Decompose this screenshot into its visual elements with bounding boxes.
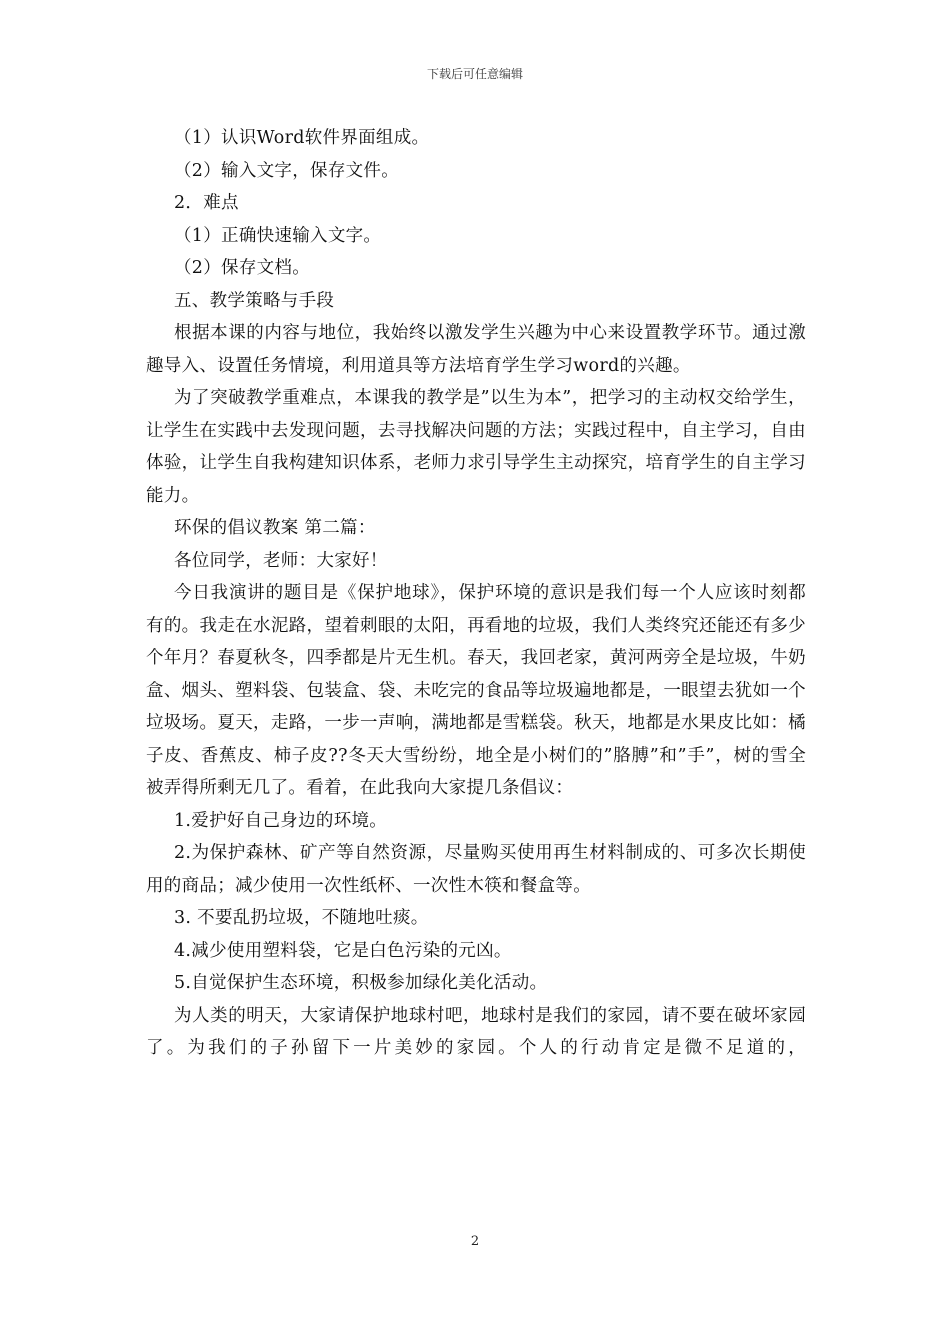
document-body <box>146 122 806 1065</box>
paragraph: （2）输入文字，保存文件。 <box>174 160 400 181</box>
list-item: 3. 不要乱扔垃圾，不随地吐痰。 <box>174 908 429 928</box>
paragraph: 为了突破教学重难点，本课我的教学是”以生为本”，把学习的主动权交给学生，让学生在实践中去发现问题，去寻找解决问题的方法；实践过程中，自主学习，自由体验，让学生自我构建知识体系，老师力求引导学生主动探究，培育学生的自主学习能力。 <box>146 388 806 506</box>
page-header: 下载后可任意编辑 <box>426 67 523 81</box>
paragraph: 今日我演讲的题目是《保护地球》，保护环境的意识是我们每一个人应该时刻都有的。我走在水泥路，望着刺眼的太阳，再看地的垃圾，我们人类终究还能还有多少个年月？春夏秋冬，四季都是片无生机。春天，我回老家，黄河两旁全是垃圾，牛奶盒、烟头、塑料袋、包装盒、袋、未吃完的食品等垃圾遍地都是，一眼望去犹如一个垃圾场。夏天，走路，一步一声响，满地都是雪糕袋。秋天，地都是水果皮比如：橘子皮、香蕉皮、柿子皮??冬天大雪纷纷，地全是小树们的”胳膊”和”手”，树的雪全被弄得所剩无几了。看着，在此我向大家提几条倡议： <box>146 583 806 798</box>
section-heading: 五、教学策略与手段 <box>174 290 335 311</box>
list-item: 1.爱护好自己身边的环境。 <box>174 810 388 831</box>
paragraph: 环保的倡议教案 第二篇： <box>174 518 376 538</box>
paragraph: （1）认识Word软件界面组成。 <box>174 128 430 148</box>
paragraph: 2．难点 <box>174 193 239 213</box>
list-item: 2.为保护森林、矿产等自然资源，尽量购买使用再生材料制成的、可多次长期使用的商品；减少使用一次性纸杯、一次性木筷和餐盒等。 <box>146 843 806 896</box>
paragraph: （1）正确快速输入文字。 <box>174 225 382 246</box>
paragraph: 为人类的明天，大家请保护地球村吧，地球村是我们的家园，请不要在破坏家园了。为我们的子孙留下一片美妙的家园。个人的行动肯定是微不足道的， <box>146 1005 806 1058</box>
list-item: 5.自觉保护生态环境，积极参加绿化美化活动。 <box>174 973 548 993</box>
paragraph: 根据本课的内容与地位，我始终以激发学生兴趣为中心来设置教学环节。通过激趣导入、设置任务情境，利用道具等方法培育学生学习word的兴趣。 <box>146 323 806 376</box>
paragraph: 各位同学，老师：大家好！ <box>174 550 388 571</box>
page-number: 2 <box>470 1234 480 1249</box>
paragraph: （2）保存文档。 <box>174 258 311 278</box>
list-item: 4.减少使用塑料袋，它是白色污染的元凶。 <box>174 940 512 961</box>
